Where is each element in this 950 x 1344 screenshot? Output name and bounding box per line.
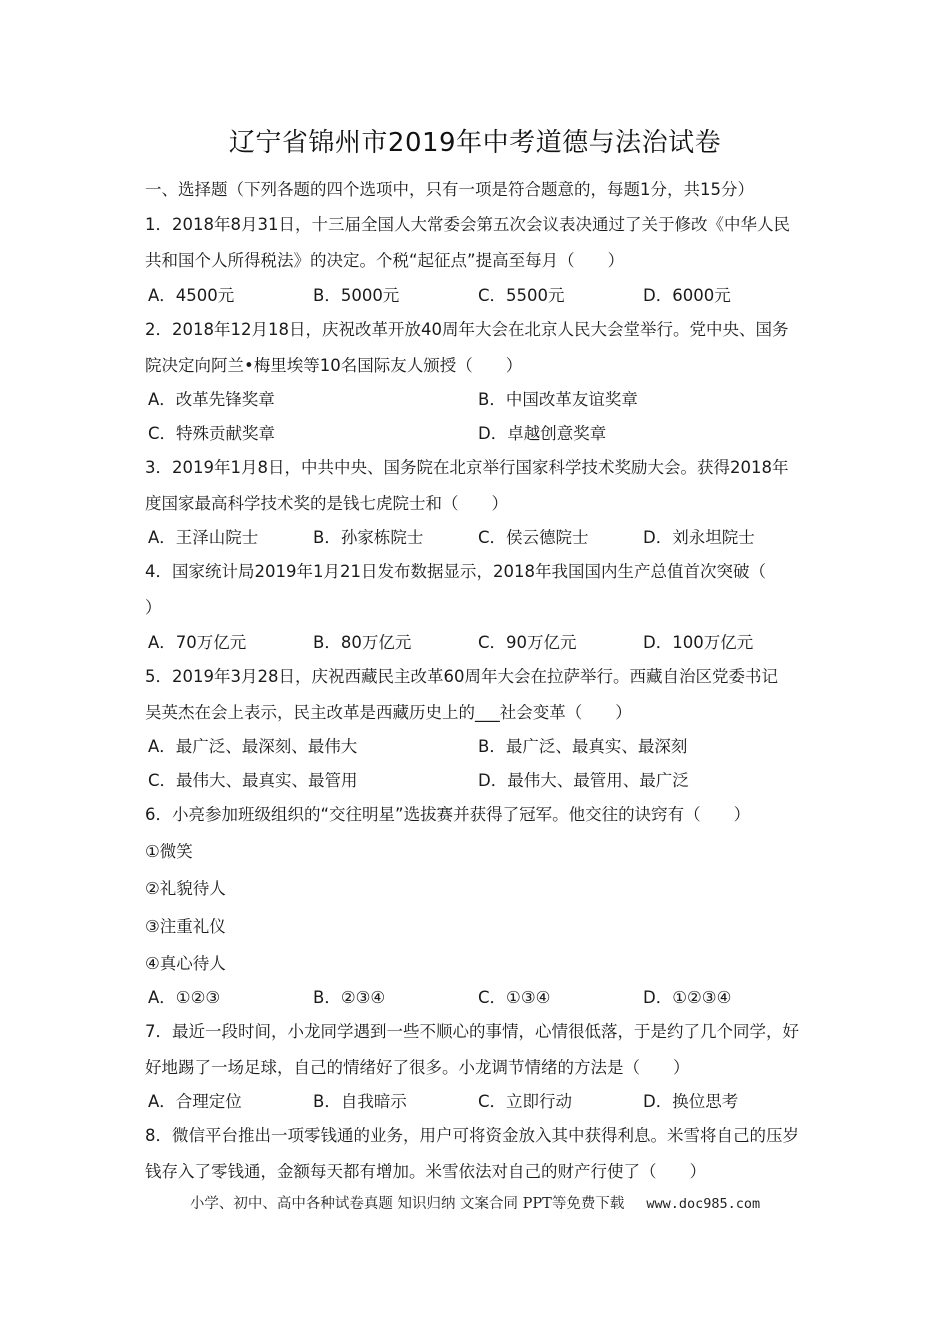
question-3-line-1: 3．2019年1月8日，中共中央、国务院在北京举行国家科学技术奖励大会。获得2018年 [145,458,789,477]
question-5-option-b: B．最广泛、最真实、最深刻 [478,737,688,756]
question-7-option-a: A．合理定位 [148,1092,242,1111]
question-6-item-3: ③注重礼仪 [145,917,226,936]
question-3-option-a: A．王泽山院士 [148,528,259,547]
question-5-option-c: C．最伟大、最真实、最管用 [148,771,358,790]
question-4-line-2: ） [145,598,162,617]
page-footer [0,1192,950,1213]
question-7-line-1: 7．最近一段时间，小龙同学遇到一些不顺心的事情，心情很低落，于是约了几个同学，好 [145,1022,799,1041]
question-4-option-c: C．90万亿元 [478,633,577,652]
page-title: 辽宁省锦州市2019年中考道德与法治试卷 [228,128,722,158]
question-7-option-c: C．立即行动 [478,1092,573,1111]
question-1-line-1: 1．2018年8月31日，十三届全国人大常委会第五次会议表决通过了关于修改《中华人民 [145,215,790,234]
section-heading: 一、选择题（下列各题的四个选项中，只有一项是符合题意的，每题1分，共15分） [145,180,754,199]
question-1-line-2: 共和国个人所得税法》的决定。个税“起征点”提高至每月（ ） [145,251,625,270]
question-6-item-2: ②礼貌待人 [145,879,226,898]
question-3-line-2: 度国家最高科学技术奖的是钱七虎院士和（ ） [145,494,508,513]
question-1-option-c: C．5500元 [478,286,565,305]
question-8-line-1: 8．微信平台推出一项零钱通的业务，用户可将资金放入其中获得利息。米雪将自己的压岁 [145,1126,799,1145]
question-6-option-b: B．②③④ [313,988,386,1007]
question-2-option-a: A．改革先锋奖章 [148,390,275,409]
question-6-item-4: ④真心待人 [145,954,226,973]
question-3-option-d: D．刘永坦院士 [643,528,755,547]
question-7-line-2: 好地踢了一场足球，自己的情绪好了很多。小龙调节情绪的方法是（ ） [145,1058,690,1077]
question-4-option-d: D．100万亿元 [643,633,754,652]
question-5-option-a: A．最广泛、最深刻、最伟大 [148,737,358,756]
question-8-line-2: 钱存入了零钱通，金额每天都有增加。米雪依法对自己的财产行使了（ ） [145,1162,706,1181]
question-2-line-1: 2．2018年12月18日，庆祝改革开放40周年大会在北京人民大会堂举行。党中央、国务 [145,320,789,339]
question-6-item-1: ①微笑 [145,842,193,861]
question-4-option-b: B．80万亿元 [313,633,412,652]
question-1-option-d: D．6000元 [643,286,731,305]
question-6-option-c: C．①③④ [478,988,551,1007]
question-6-option-a: A．①②③ [148,988,221,1007]
question-5-line-2: 吴英杰在会上表示，民主改革是西藏历史上的___社会变革（ ） [145,703,632,722]
footer-link[interactable]: www.doc985.com [646,1196,761,1212]
question-5-option-d: D．最伟大、最管用、最广泛 [478,771,689,790]
question-5-line-1: 5．2019年3月28日，庆祝西藏民主改革60周年大会在拉萨举行。西藏自治区党委书记 [145,667,778,686]
question-3-option-b: B．孙家栋院士 [313,528,424,547]
question-1-option-a: A．4500元 [148,286,235,305]
question-6-option-d: D．①②③④ [643,988,732,1007]
question-7-option-d: D．换位思考 [643,1092,739,1111]
question-6-line-1: 6．小亮参加班级组织的“交往明星”选拔赛并获得了冠军。他交往的诀窍有（ ） [145,805,751,824]
question-3-option-c: C．侯云德院士 [478,528,589,547]
question-4-line-1: 4．国家统计局2019年1月21日发布数据显示，2018年我国国内生产总值首次突破（ [145,562,766,581]
question-1-option-b: B．5000元 [313,286,400,305]
question-2-option-d: D．卓越创意奖章 [478,424,607,443]
question-2-line-2: 院决定向阿兰•梅里埃等10名国际友人颁授（ ） [145,356,523,375]
footer-text: 小学、初中、高中各种试卷真题 知识归纳 文案合同 PPT等免费下载 [189,1196,625,1212]
question-4-option-a: A．70万亿元 [148,633,247,652]
question-2-option-b: B．中国改革友谊奖章 [478,390,638,409]
question-7-option-b: B．自我暗示 [313,1092,407,1111]
question-2-option-c: C．特殊贡献奖章 [148,424,276,443]
